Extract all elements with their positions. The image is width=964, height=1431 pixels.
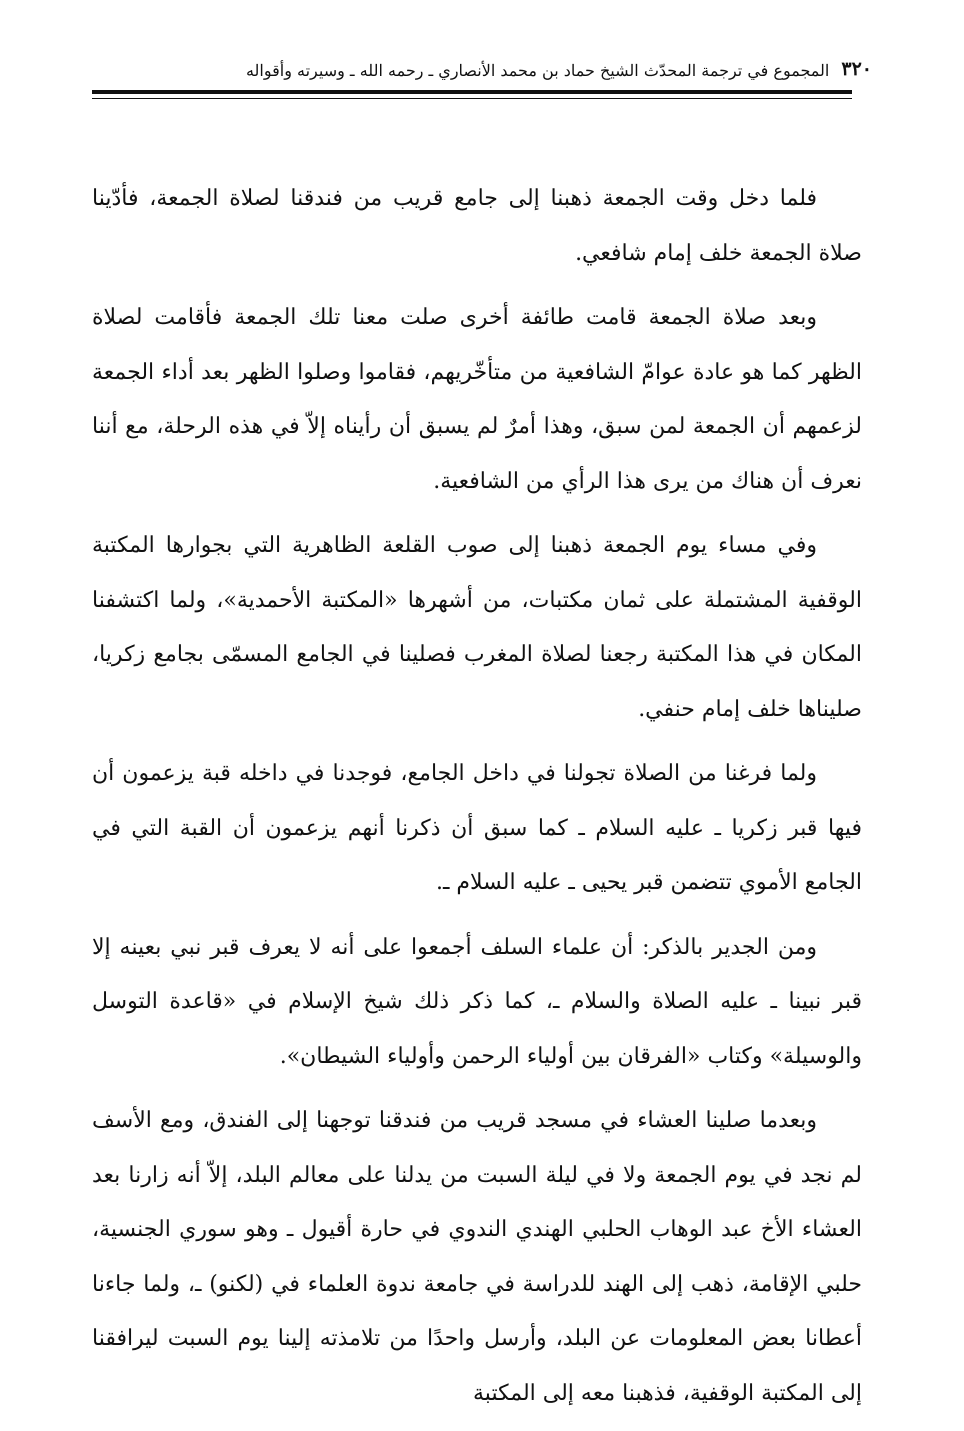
header-rule-thin xyxy=(92,98,852,99)
paragraph-friday-prayer: فلما دخل وقت الجمعة ذهبنا إلى جامع قريب من فندقنا لصلاة الجمعة، فأدّينا صلاة الجمعة خلف إمام شافعي. xyxy=(92,186,862,266)
running-header xyxy=(92,36,872,80)
paragraph-hotel-visit: وبعدما صلينا العشاء في مسجد قريب من فندقنا توجهنا إلى الفندق، ومع الأسف لم نجد في يوم الجمعة ولا في ليلة السبت من يدلنا على معالم البلد، إلاّ أنه زارنا بعد العشاء الأخ عبد الوهاب الحلبي الهندي الندوي في حارة أقيول ـ وهو سوري الجنسية، حلبي الإقامة، ذهب إلى الهند للدراسة في جامعة ندوة العلماء في (لكنو) ـ، ولما جاءنا أعطانا بعض المعلومات عن البلد، وأرسل واحدًا من تلامذته إلينا يوم السبت ليرافقنا إلى المكتبة الوقفية، فذهبنا معه إلى المكتبة xyxy=(92,1108,862,1406)
paragraph-waqf-library: وفي مساء يوم الجمعة ذهبنا إلى صوب القلعة الظاهرية التي بجوارها المكتبة الوقفية المشتملة على ثمان مكتبات، من أشهرها «المكتبة الأحمدية»، ولما اكتشفنا المكان في هذا المكتبة رجعنا لصلاة المغرب فصلينا في الجامع المسمّى بجامع زكريا، صليناها خلف إمام حنفي. xyxy=(92,533,862,722)
book-title-header: المجموع في ترجمة المحدّث الشيخ حماد بن محمد الأنصاري ـ رحمه الله ـ وسيرته وأقواله xyxy=(245,61,830,80)
page-number: ٣٢٠ xyxy=(841,58,872,80)
paragraph-dhuhr-after-jumuah: وبعد صلاة الجمعة قامت طائفة أخرى صلت معنا تلك الجمعة فأقامت لصلاة الظهر كما هو عادة عوامّ الشافعية من متأخّريهم، فقاموا وصلوا الظهر بعد أداء الجمعة لزعمهم أن الجمعة لمن سبق، وهذا أمرٌ لم يسبق أن رأيناه إلاّ في هذه الرحلة، مع أننا نعرف أن هناك من يرى هذا الرأي من الشافعية. xyxy=(92,305,862,494)
paragraph-prophet-graves: ومن الجدير بالذكر: أن علماء السلف أجمعوا على أنه لا يعرف قبر نبي بعينه إلا قبر نبينا ـ عليه الصلاة والسلام ـ، كما ذكر ذلك شيخ الإسلام في «قاعدة التوسل والوسيلة» وكتاب «الفرقان بين أولياء الرحمن وأولياء الشيطان». xyxy=(92,934,862,1069)
header-rule-thick xyxy=(92,90,852,94)
body-text xyxy=(92,172,862,1431)
paragraph-zakariya-dome: ولما فرغنا من الصلاة تجولنا في داخل الجامع، فوجدنا في داخله قبة يزعمون أن فيها قبر زكريا ـ عليه السلام ـ كما سبق أن ذكرنا أنهم يزعمون أن القبة التي في الجامع الأموي تتضمن قبر يحيى ـ عليه السلام ـ. xyxy=(92,761,862,895)
